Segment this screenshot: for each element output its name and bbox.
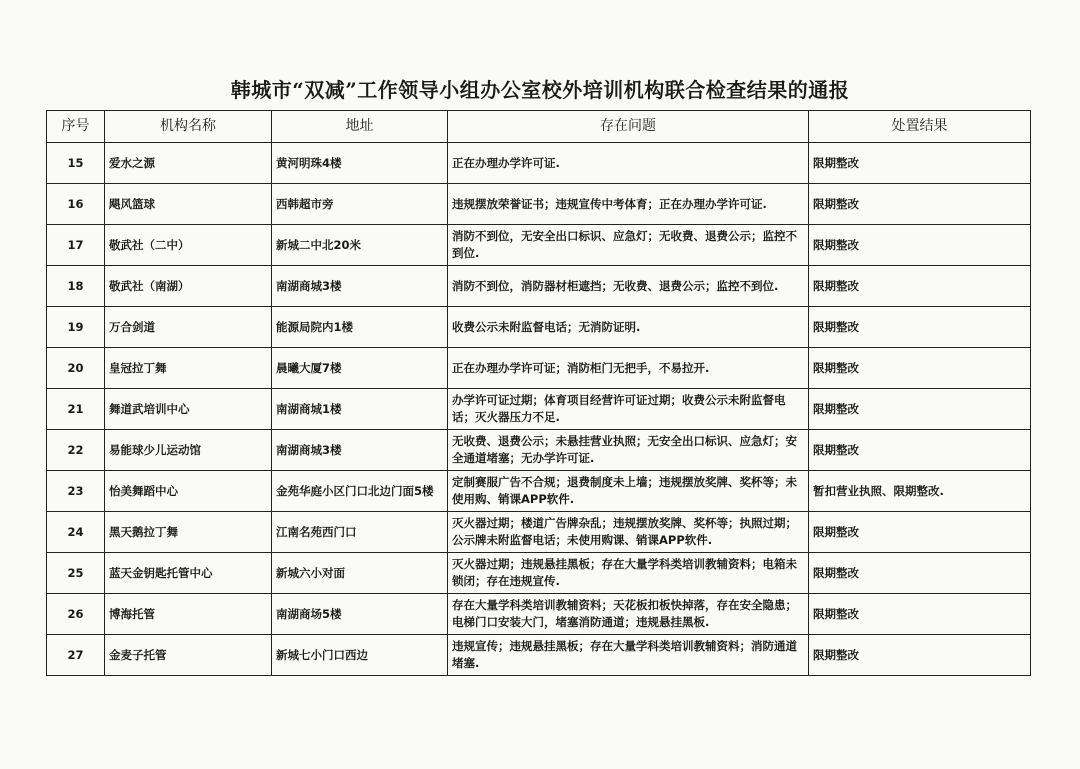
- table-row: [47, 512, 1031, 553]
- document-title: 韩城市“双减”工作领导小组办公室校外培训机构联合检查结果的通报: [230, 78, 850, 102]
- cell-no: 15: [47, 143, 105, 184]
- table-row: [47, 307, 1031, 348]
- cell-address: 新城二中北20米: [272, 225, 448, 266]
- cell-name: 博海托管: [105, 594, 272, 635]
- table-row: [47, 225, 1031, 266]
- table-row: [47, 184, 1031, 225]
- cell-issues: 正在办理办学许可证.: [448, 143, 809, 184]
- cell-issues: 收费公示未附监督电话；无消防证明.: [448, 307, 809, 348]
- cell-issues: 灭火器过期；楼道广告牌杂乱；违规摆放奖牌、奖杯等；执照过期；公示牌未附监督电话；未使用购课、销课APP软件.: [448, 512, 809, 553]
- table-row: [47, 389, 1031, 430]
- cell-address: 新城六小对面: [272, 553, 448, 594]
- cell-address: 晨曦大厦7楼: [272, 348, 448, 389]
- cell-issues: 正在办理办学许可证；消防柜门无把手，不易拉开.: [448, 348, 809, 389]
- cell-issues: 消防不到位，无安全出口标识、应急灯；无收费、退费公示；监控不到位.: [448, 225, 809, 266]
- table-row: [47, 553, 1031, 594]
- cell-no: 19: [47, 307, 105, 348]
- header-name: 机构名称: [105, 111, 272, 143]
- cell-issues: 违规摆放荣誉证书；违规宣传中考体育；正在办理办学许可证.: [448, 184, 809, 225]
- cell-address: 金苑华庭小区门口北边门面5楼: [272, 471, 448, 512]
- cell-result: 限期整改: [809, 512, 1031, 553]
- table-row: [47, 594, 1031, 635]
- cell-name: 皇冠拉丁舞: [105, 348, 272, 389]
- cell-address: 南湖商城3楼: [272, 430, 448, 471]
- table-row: [47, 143, 1031, 184]
- cell-no: 17: [47, 225, 105, 266]
- cell-name: 舞道武培训中心: [105, 389, 272, 430]
- cell-result: 限期整改: [809, 143, 1031, 184]
- table-row: [47, 635, 1031, 676]
- cell-result: 限期整改: [809, 635, 1031, 676]
- cell-result: 限期整改: [809, 430, 1031, 471]
- cell-name: 万合剑道: [105, 307, 272, 348]
- cell-result: 限期整改: [809, 225, 1031, 266]
- cell-result: 限期整改: [809, 307, 1031, 348]
- table-row: [47, 348, 1031, 389]
- cell-no: 25: [47, 553, 105, 594]
- cell-name: 易能球少儿运动馆: [105, 430, 272, 471]
- cell-result: 暂扣营业执照、限期整改.: [809, 471, 1031, 512]
- cell-name: 敬武社（南湖）: [105, 266, 272, 307]
- cell-issues: 消防不到位，消防器材柜遮挡；无收费、退费公示；监控不到位.: [448, 266, 809, 307]
- cell-no: 22: [47, 430, 105, 471]
- cell-address: 黄河明珠4楼: [272, 143, 448, 184]
- table-row: [47, 266, 1031, 307]
- cell-issues: 办学许可证过期；体育项目经营许可证过期；收费公示未附监督电话；灭火器压力不足.: [448, 389, 809, 430]
- cell-address: 南湖商场5楼: [272, 594, 448, 635]
- cell-result: 限期整改: [809, 594, 1031, 635]
- table-header-row: [47, 111, 1031, 143]
- cell-name: 金麦子托管: [105, 635, 272, 676]
- cell-address: 能源局院内1楼: [272, 307, 448, 348]
- cell-name: 飓风篮球: [105, 184, 272, 225]
- cell-address: 新城七小门口西边: [272, 635, 448, 676]
- cell-result: 限期整改: [809, 348, 1031, 389]
- table-row: [47, 430, 1031, 471]
- cell-name: 敬武社（二中）: [105, 225, 272, 266]
- cell-issues: 违规宣传；违规悬挂黑板；存在大量学科类培训教辅资料；消防通道堵塞.: [448, 635, 809, 676]
- header-no: 序号: [47, 111, 105, 143]
- cell-name: 蓝天金钥匙托管中心: [105, 553, 272, 594]
- cell-no: 18: [47, 266, 105, 307]
- header-result: 处置结果: [809, 111, 1031, 143]
- cell-issues: 无收费、退费公示；未悬挂营业执照；无安全出口标识、应急灯；安全通道堵塞；无办学许可证.: [448, 430, 809, 471]
- cell-address: 南湖商城1楼: [272, 389, 448, 430]
- cell-no: 24: [47, 512, 105, 553]
- cell-no: 23: [47, 471, 105, 512]
- inspection-results-table: [46, 110, 1031, 676]
- cell-address: 西韩超市旁: [272, 184, 448, 225]
- cell-no: 27: [47, 635, 105, 676]
- cell-no: 21: [47, 389, 105, 430]
- header-issues: 存在问题: [448, 111, 809, 143]
- cell-no: 16: [47, 184, 105, 225]
- cell-name: 爱水之源: [105, 143, 272, 184]
- cell-no: 20: [47, 348, 105, 389]
- cell-issues: 灭火器过期；违规悬挂黑板；存在大量学科类培训教辅资料；电箱未锁闭；存在违规宣传.: [448, 553, 809, 594]
- table-row: [47, 471, 1031, 512]
- cell-name: 怡美舞蹈中心: [105, 471, 272, 512]
- cell-result: 限期整改: [809, 389, 1031, 430]
- cell-result: 限期整改: [809, 184, 1031, 225]
- cell-issues: 存在大量学科类培训教辅资料；天花板扣板快掉落，存在安全隐患；电梯门口安装大门，堵塞消防通道；违规悬挂黑板.: [448, 594, 809, 635]
- cell-no: 26: [47, 594, 105, 635]
- cell-address: 南湖商城3楼: [272, 266, 448, 307]
- header-address: 地址: [272, 111, 448, 143]
- cell-result: 限期整改: [809, 266, 1031, 307]
- cell-issues: 定制赛服广告不合规；退费制度未上墙；违规摆放奖牌、奖杯等；未使用购、销课APP软件.: [448, 471, 809, 512]
- cell-name: 黑天鹅拉丁舞: [105, 512, 272, 553]
- cell-result: 限期整改: [809, 553, 1031, 594]
- cell-address: 江南名苑西门口: [272, 512, 448, 553]
